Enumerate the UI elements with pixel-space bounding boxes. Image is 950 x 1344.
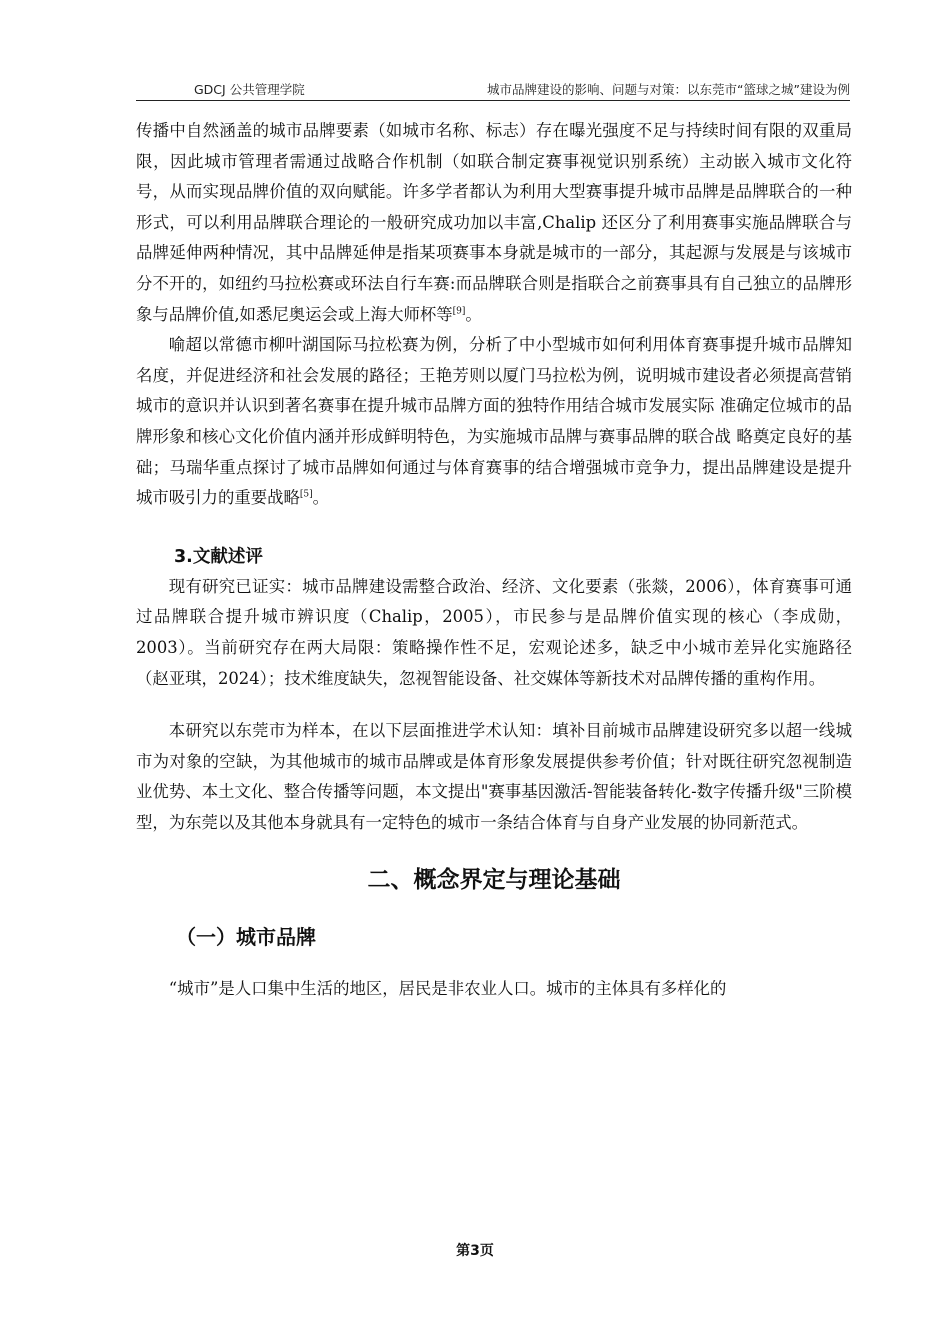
- page-header: [136, 78, 850, 101]
- paragraph-city-definition: “城市”是人口集中生活的地区，居民是非农业人口。城市的主体具有多样化的: [168, 979, 727, 999]
- citation-ref: [5]: [299, 489, 313, 500]
- spacer: [136, 838, 852, 860]
- page-number: 第3页: [456, 1243, 494, 1259]
- paragraph-text: 传播中自然涵盖的城市品牌要素（如城市名称、标志）存在曝光强度不足与持续时间有限的双重局限，因此城市管理者需通过战略合作机制（如联合制定赛事视觉识别系统）主动嵌入城市文化符号，从而实现品牌价值的双向赋能。许多学者都认为利用大型赛事提升城市品牌是品牌联合的一种形式，可以利用品牌联合理论的一般研究成功加以丰富,Chalip 还区分了利用赛事实施品牌联合与品牌延伸两种情况，其中品牌延伸是指某项赛事本身就是城市的一部分，其起源与发展是与该城市分不开的，如纽约马拉松赛或环法自行车赛:而品牌联合则是指联合之前赛事具有自己独立的品牌形象与品牌价值,如悉尼奥运会或上海大师杯等: [136, 121, 852, 324]
- spacer: [136, 694, 852, 716]
- spacer: [136, 514, 852, 542]
- heading-literature-review: 3.文献述评: [174, 546, 263, 567]
- header-institution: GDCJ 公共管理学院: [194, 82, 305, 97]
- paragraph-case-studies: [136, 330, 852, 514]
- section-title: （一）城市品牌: [176, 925, 316, 950]
- citation-ref: [9]: [452, 306, 466, 317]
- paragraph-end: 。: [465, 304, 482, 324]
- page-body: [136, 116, 852, 1005]
- paragraph-review-summary: 现有研究已证实：城市品牌建设需整合政治、经济、文化要素（张燚，2006），体育赛事可通过品牌联合提升城市辨识度（Chalip，2005），市民参与是品牌价值实现的核心（李成勋，2003）。当前研究存在两大局限：策略操作性不足，宏观论述多，缺乏中小城市差异化实施路径（赵亚琪，2024）；技术维度缺失，忽视智能设备、社交媒体等新技术对品牌传播的重构作用。: [136, 576, 852, 688]
- spacer: [136, 900, 852, 920]
- paragraph-brand-cobranding: [136, 116, 852, 330]
- paragraph-text: 喻超以常德市柳叶湖国际马拉松赛为例，分析了中小型城市如何利用体育赛事提升城市品牌知名度，并促进经济和社会发展的路径；王艳芳则以厦门马拉松为例，说明城市建设者必须提高营销城市的意识并认识到著名赛事在提升城市品牌方面的独特作用结合城市发展实际 准确定位城市的品牌形象和核心文化价值内涵并形成鲜明特色，为实施城市品牌与赛事品牌的联合战 略奠定良好的基础；马瑞华重点探讨了城市品牌如何通过与体育赛事的结合增强城市竞争力，提出品牌建设是提升城市吸引力的重要战略: [136, 335, 852, 508]
- header-paper-title: 城市品牌建设的影响、问题与对策：以东莞市“篮球之城”建设为例: [487, 82, 850, 97]
- paragraph-research-contribution: 本研究以东莞市为样本，在以下层面推进学术认知：填补目前城市品牌建设研究多以超一线城市为对象的空缺，为其他城市的城市品牌或是体育形象发展提供参考价值；针对既往研究忽视制造业优势、本土文化、整合传播等问题，本文提出"赛事基因激活-智能装备转化-数字传播升级"三阶模型，为东莞以及其他本身就具有一定特色的城市一条结合体育与自身产业发展的协同新范式。: [136, 721, 852, 832]
- spacer: [136, 954, 852, 974]
- chapter-title: 二、概念界定与理论基础: [367, 867, 621, 894]
- paragraph-end: 。: [312, 488, 330, 508]
